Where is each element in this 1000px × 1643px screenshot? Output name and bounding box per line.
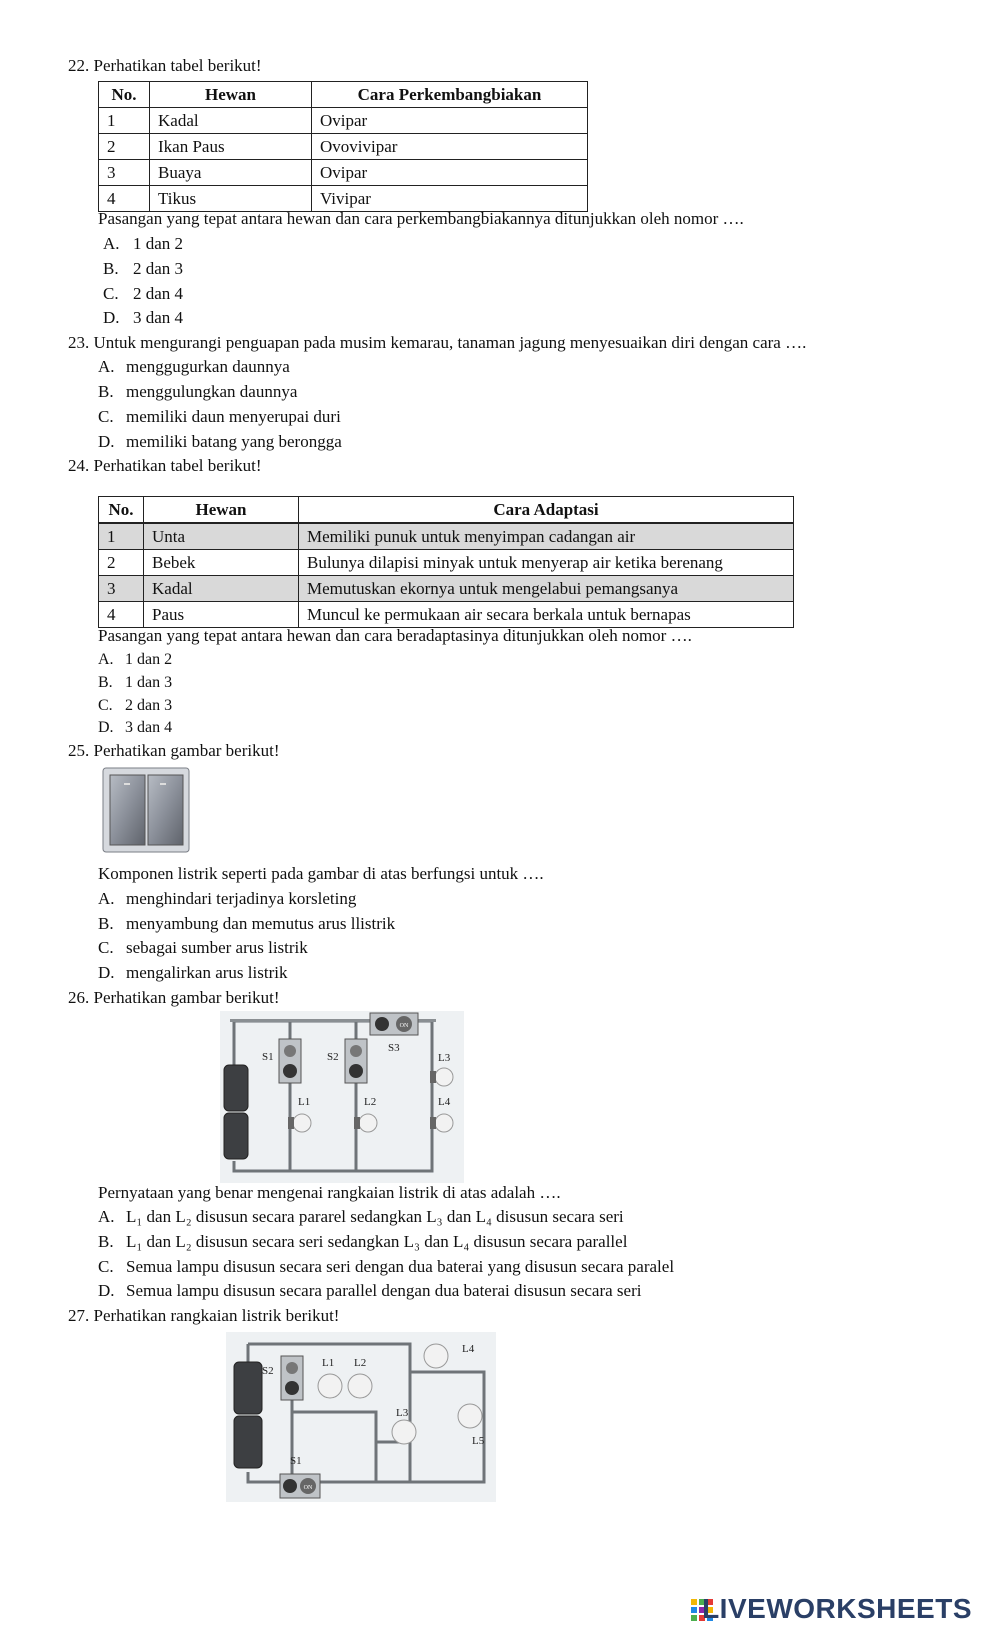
q22-option-d[interactable]: D. 3 dan 4 (103, 308, 184, 327)
table-row: 4 Tikus Vivipar (99, 186, 588, 212)
question-number: 23. (68, 333, 90, 352)
q23-option-d[interactable]: D. memiliki batang yang berongga (98, 432, 342, 451)
q22-header (68, 56, 262, 76)
circuit-diagram-26 (220, 1011, 464, 1183)
question-prompt: Perhatikan gambar berikut! (93, 988, 280, 1007)
question-prompt: Perhatikan tabel berikut! (93, 456, 262, 475)
q26-option-d[interactable]: D. Semua lampu disusun secara parallel dengan dua baterai disusun secara seri (98, 1281, 642, 1300)
q26-option-b[interactable]: B. L₁ dan L₂ disusun secara seri sedangkan L₃ dan L₄ disusun secara parallel (98, 1232, 628, 1251)
q26-header (68, 988, 280, 1008)
light-switch-image (102, 767, 192, 855)
label-l3: L3 (396, 1407, 409, 1419)
table-header: No. (99, 82, 150, 108)
table-row: 3 Buaya Ovipar (99, 160, 588, 186)
brand-wordmark[interactable]: LIVEWORKSHEETS (702, 1593, 972, 1624)
q25-header (68, 741, 280, 761)
table-row: 3 Kadal Memutuskan ekornya untuk mengelabui pemangsanya (99, 576, 794, 602)
question-number: 26. (68, 988, 90, 1007)
q26-option-c[interactable]: C. Semua lampu disusun secara seri dengan dua baterai yang disusun secara paralel (98, 1257, 675, 1276)
q24-option-b[interactable]: B. 1 dan 3 (98, 674, 173, 691)
q26-option-a[interactable]: A. L₁ dan L₂ disusun secara pararel sedangkan L₃ dan L₄ disusun secara seri (98, 1207, 624, 1226)
label-l5: L5 (472, 1435, 485, 1447)
label-l3: L3 (438, 1052, 451, 1064)
q24-header (68, 456, 262, 476)
q25-option-a[interactable]: A. menghindari terjadinya korsleting (98, 889, 357, 908)
q22-option-b[interactable]: B. 2 dan 3 (103, 259, 184, 278)
question-prompt: Perhatikan gambar berikut! (93, 741, 280, 760)
label-l1: L1 (322, 1357, 335, 1369)
switch-on-label: ON (399, 1023, 409, 1029)
q22-option-a[interactable]: A. 1 dan 2 (103, 234, 184, 253)
q25-option-d[interactable]: D. mengalirkan arus listrik (98, 963, 288, 982)
q27-header (68, 1306, 339, 1326)
label-s3: S3 (388, 1042, 400, 1054)
q25-question: Komponen listrik seperti pada gambar di atas berfungsi untuk …. (98, 864, 544, 883)
label-l4: L4 (438, 1096, 451, 1108)
q25-option-b[interactable]: B. menyambung dan memutus arus llistrik (98, 914, 396, 933)
table-row: 4 Paus Muncul ke permukaan air secara berkala untuk bernapas (99, 602, 794, 628)
switch-on-label: ON (303, 1485, 313, 1491)
table-row: 1 Unta Memiliki punuk untuk menyimpan cadangan air (99, 523, 794, 550)
label-l2: L2 (364, 1096, 377, 1108)
q25-option-c[interactable]: C. sebagai sumber arus listrik (98, 938, 308, 957)
table-header: No. (99, 497, 144, 524)
label-l4: L4 (462, 1343, 475, 1355)
table-header: Cara Adaptasi (299, 497, 794, 524)
circuit-diagram-27 (226, 1332, 496, 1502)
q22-question: Pasangan yang tepat antara hewan dan cara perkembangbiakannya ditunjukkan oleh nomor …. (98, 209, 744, 228)
question-number: 22. (68, 56, 90, 75)
label-s2: S2 (327, 1051, 339, 1063)
label-l2: L2 (354, 1357, 367, 1369)
table-row: 1 Kadal Ovipar (99, 108, 588, 134)
table-header: Hewan (150, 82, 312, 108)
table-header: Hewan (144, 497, 299, 524)
q23-option-c[interactable]: C. memiliki daun menyerupai duri (98, 407, 341, 426)
label-s2: S2 (262, 1365, 274, 1377)
q24-question: Pasangan yang tepat antara hewan dan cara beradaptasinya ditunjukkan oleh nomor …. (98, 626, 692, 645)
q23-option-a[interactable]: A. menggugurkan daunnya (98, 357, 290, 376)
question-prompt: Perhatikan rangkaian listrik berikut! (93, 1306, 340, 1325)
q24-table (98, 496, 794, 628)
label-s1: S1 (262, 1051, 274, 1063)
question-text: Untuk mengurangi penguapan pada musim kemarau, tanaman jagung menyesuaikan diri dengan cara …. (93, 333, 807, 352)
question-number: 25. (68, 741, 90, 760)
q24-option-c[interactable]: C. 2 dan 3 (98, 697, 173, 714)
question-prompt: Perhatikan tabel berikut! (93, 56, 262, 75)
q23-option-b[interactable]: B. menggulungkan daunnya (98, 382, 298, 401)
table-row: 2 Bebek Bulunya dilapisi minyak untuk menyerap air ketika berenang (99, 550, 794, 576)
q22-option-c[interactable]: C. 2 dan 4 (103, 284, 184, 303)
q26-question: Pernyataan yang benar mengenai rangkaian listrik di atas adalah …. (98, 1183, 561, 1202)
table-row: 2 Ikan Paus Ovovivipar (99, 134, 588, 160)
q23-header (68, 333, 806, 353)
q22-table (98, 81, 588, 212)
q24-option-a[interactable]: A. 1 dan 2 (98, 651, 173, 668)
question-number: 27. (68, 1306, 90, 1325)
table-header: Cara Perkembangbiakan (312, 82, 588, 108)
label-l1: L1 (298, 1096, 311, 1108)
q24-option-d[interactable]: D. 3 dan 4 (98, 719, 173, 736)
label-s1: S1 (290, 1455, 302, 1467)
question-number: 24. (68, 456, 90, 475)
